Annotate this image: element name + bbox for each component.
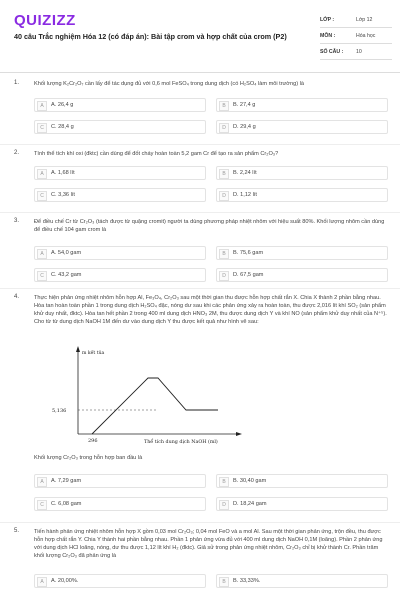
option-text: A. 54,0 gam (51, 250, 82, 256)
question-number: 2. (14, 150, 20, 156)
option-text: D. 29,4 g (233, 124, 256, 130)
meta-table (320, 12, 392, 60)
option-a[interactable] (34, 98, 206, 112)
question-number: 1. (14, 80, 20, 86)
meta-key: SỐ CÂU : (320, 48, 344, 55)
question-text: Để điều chế Cr từ Cr₂O₃ (tách được từ quặng cromit) người ta dùng phương pháp nhiệt nhôm với hiệu suất 80%. Khối lượng nhôm cần dùng để điều chế 104 gam crom là (34, 219, 385, 233)
option-d[interactable] (216, 268, 388, 282)
option-letter: C (37, 500, 47, 510)
option-text: B. 33,33%. (233, 578, 261, 584)
option-text: A. 7,29 gam (51, 478, 82, 484)
option-text: B. 2,24 lít (233, 170, 257, 176)
graph-xlabel: Thể tích dung dịch NaOH (ml) (144, 440, 218, 445)
question-number: 4. (14, 294, 20, 300)
option-letter: B (219, 577, 229, 587)
meta-key: MÔN : (320, 32, 336, 39)
option-d[interactable] (216, 497, 388, 511)
question-divider (0, 212, 400, 213)
quizizz-logo: QUIZIZZ (14, 12, 76, 29)
question-number: 5. (14, 528, 20, 534)
option-text: C. 6,08 gam (51, 501, 82, 507)
meta-value: 10 (356, 48, 362, 55)
option-c[interactable] (34, 497, 206, 511)
option-letter: B (219, 249, 229, 259)
question-divider (0, 522, 400, 523)
option-text: B. 27,4 g (233, 102, 256, 108)
precipitate-curve (92, 378, 218, 434)
option-c[interactable] (34, 268, 206, 282)
option-text: D. 1,12 lít (233, 192, 257, 198)
question-divider (0, 144, 400, 145)
question-3 (14, 218, 390, 284)
option-b[interactable] (216, 98, 388, 112)
question-5 (14, 528, 390, 598)
option-letter: B (219, 169, 229, 179)
option-text: A. 1,68 lít (51, 170, 75, 176)
option-b[interactable] (216, 574, 388, 588)
option-letter: B (219, 101, 229, 111)
graph-ytick: 5,136 (52, 408, 67, 414)
page-title: 40 câu Trắc nghiệm Hóa 12 (có đáp án): Bài tập crom và hợp chất của crom (P2) (14, 32, 287, 41)
option-c[interactable] (34, 120, 206, 134)
header (0, 0, 400, 62)
option-c[interactable] (34, 188, 206, 202)
option-text: A. 26,4 g (51, 102, 74, 108)
option-a[interactable] (34, 474, 206, 488)
meta-row (320, 12, 392, 28)
question-number: 3. (14, 218, 20, 224)
option-b[interactable] (216, 474, 388, 488)
option-letter: A (37, 249, 47, 259)
option-a[interactable] (34, 166, 206, 180)
precipitate-graph (48, 342, 244, 448)
option-b[interactable] (216, 246, 388, 260)
graph-ylabel: m kết tủa (82, 351, 105, 356)
header-divider (0, 72, 400, 73)
graph-axes (76, 346, 242, 436)
option-b[interactable] (216, 166, 388, 180)
option-letter: D (219, 123, 229, 133)
option-text: D. 18,24 gam (233, 501, 267, 507)
meta-value: Lớp 12 (356, 16, 373, 23)
option-a[interactable] (34, 246, 206, 260)
question-1 (14, 80, 390, 140)
option-letter: D (219, 500, 229, 510)
question-text: Khối lượng K₂Cr₂O₇ cần lấy để tác dụng đủ với 0,6 mol FeSO₄ trong dung dịch (có H₂SO₄ làm môi trường) là (34, 81, 304, 87)
question-divider (0, 288, 400, 289)
option-letter: A (37, 101, 47, 111)
option-letter: D (219, 191, 229, 201)
option-d[interactable] (216, 120, 388, 134)
option-letter: A (37, 169, 47, 179)
x-axis-arrow (236, 432, 242, 436)
option-text: C. 43,2 gam (51, 272, 82, 278)
question-4 (14, 294, 390, 522)
option-text: C. 3,36 lít (51, 192, 75, 198)
question-text: Thực hiện phản ứng nhiệt nhôm hỗn hợp Al, Fe₃O₄, Cr₂O₃ sau một thời gian thu được hỗn hợp chất rắn X. Chia X thành 2 phần bằng nhau. Hòa tan hoàn toàn phần 1 trong dung dịch H₂SO₄ đặc, nóng dư sau khi các phản ứng xảy ra hoàn toàn, thu được 2,016 lít khí SO₂ (sản phẩm khử duy nhất, đktc). Hòa tan hết phần 2 trong 400 ml dung dịch HNO₃ 2M, thu được dung dịch Y và khí NO (sản phẩm khử duy nhất của N⁺⁵). Cho từ từ dung dịch NaOH 1M đến dư vào dung dịch Y thu được kết quả như hình vẽ sau: (34, 295, 387, 325)
option-a[interactable] (34, 574, 206, 588)
option-text: B. 75,6 gam (233, 250, 264, 256)
question-subtext: Khối lượng Cr₂O₃ trong hỗn hợp ban đầu là (34, 455, 143, 461)
meta-row (320, 28, 392, 44)
option-letter: A (37, 577, 47, 587)
option-text: C. 28,4 g (51, 124, 74, 130)
option-letter: C (37, 123, 47, 133)
option-letter: C (37, 191, 47, 201)
meta-key: LỚP : (320, 16, 335, 23)
option-letter: B (219, 477, 229, 487)
meta-value: Hóa học (356, 32, 376, 39)
option-letter: C (37, 271, 47, 281)
option-letter: A (37, 477, 47, 487)
option-text: B. 30,40 gam (233, 478, 267, 484)
question-text: Tiến hành phản ứng nhiệt nhôm hỗn hợp X gồm 0,03 mol Cr₂O₃; 0,04 mol FeO và a mol Al. Sau một thời gian phản ứng, trộn đều, thu được hỗn hợp chất rắn Y. Chia Y thành hai phần bằng nhau. Phần 1 phản ứng vừa đủ với 400 ml dung dịch NaOH 0,1M (loãng). Phần 2 phản ứng với dung dịch HCl loãng, nóng, dư thu được 1,12 lít khí H₂ (đktc). Giả sử trong phản ứng nhiệt nhôm, Cr₂O₃ chỉ bị khử thành Cr. Phần trăm khối lượng Cr₂O₃ đã phản ứng là (34, 529, 383, 559)
y-axis-arrow (76, 346, 80, 352)
meta-row (320, 44, 392, 60)
option-d[interactable] (216, 188, 388, 202)
graph-xtick: 296 (88, 438, 98, 444)
option-letter: D (219, 271, 229, 281)
question-text: Tính thể tích khí oxi (đktc) cần dùng để đốt cháy hoàn toàn 5,2 gam Cr để tạo ra sản phẩm Cr₂O₃? (34, 151, 279, 157)
option-text: A. 20,00%. (51, 578, 79, 584)
option-text: D. 67,5 gam (233, 272, 264, 278)
question-2 (14, 150, 390, 210)
